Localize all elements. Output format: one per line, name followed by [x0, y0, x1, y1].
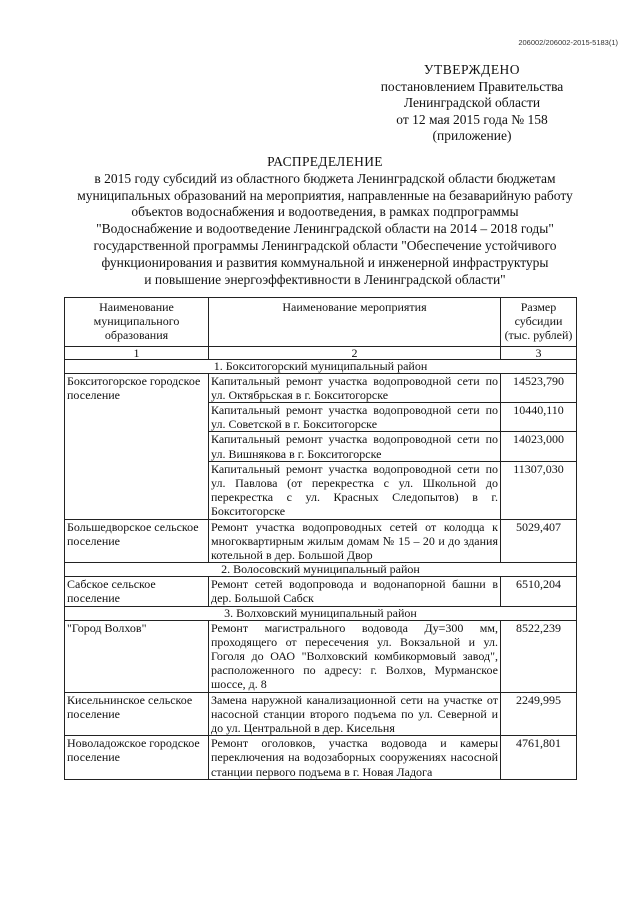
table-body [65, 346, 577, 779]
table-row [65, 373, 577, 402]
district-row [65, 359, 577, 373]
subsidy-amount: 4761,801 [501, 736, 577, 780]
table-header-row [65, 298, 577, 347]
measure-description: Капитальный ремонт участка водопроводной сети по ул. Октябрьская в г. Бокситогорске [209, 373, 501, 402]
subsidy-table [64, 297, 577, 780]
subsidy-amount: 8522,239 [501, 620, 577, 692]
column-number: 3 [501, 346, 577, 359]
subsidy-amount: 6510,204 [501, 577, 577, 606]
subsidy-amount: 11307,030 [501, 461, 577, 519]
subsidy-amount: 2249,995 [501, 692, 577, 736]
measure-description: Капитальный ремонт участка водопроводной сети по ул. Советской в г. Бокситогорске [209, 403, 501, 432]
document-title [60, 154, 590, 288]
subsidy-amount: 5029,407 [501, 519, 577, 563]
approved-line: (приложение) [432, 128, 512, 143]
district-name: 1. Бокситогорский муниципальный район [65, 359, 577, 373]
approved-line: Ленинградской области [403, 95, 541, 110]
approved-line: постановлением Правительства [380, 78, 564, 94]
header-amount: Размер субсидии (тыс. рублей) [501, 298, 577, 347]
subsidy-amount: 10440,110 [501, 403, 577, 432]
measure-description: Капитальный ремонт участка водопроводной сети по ул. Павлова (от перекрестка с ул. Школьной до перекрестка с ул. Красных Следопытов) в г. Бокситогорске [209, 461, 501, 519]
document-id: 206002/206002-2015-5183(1) [518, 38, 618, 47]
table-row [65, 519, 577, 563]
title-line: "Водоснабжение и водоотведение Ленинградской области на 2014 – 2018 годы" [96, 221, 554, 237]
title-line: объектов водоснабжения и водоотведения, в рамках подпрограммы [131, 204, 519, 220]
approved-line: от 12 мая 2015 года № 158 [396, 111, 548, 127]
table-row [65, 620, 577, 692]
municipality-name: Кисельнинское сельское поселение [65, 692, 209, 736]
header-municipality: Наименование муниципального образования [65, 298, 209, 347]
title-line: в 2015 году субсидий из областного бюджета Ленинградской области бюджетам [94, 170, 556, 186]
column-number-row [65, 346, 577, 359]
approved-heading: УТВЕРЖДЕНО [423, 62, 521, 77]
title-line: государственной программы Ленинградской области "Обеспечение устойчивого [93, 237, 557, 253]
title-heading: РАСПРЕДЕЛЕНИЕ [267, 154, 383, 169]
measure-description: Ремонт магистрального водовода Ду=300 мм, проходящего от пересечения ул. Вокзальной и ул. Гоголя до ОАО "Волховский комбикормовый завод", расположенного по адресу: г. Волхов, Мурманское шоссе, д. 8 [209, 620, 501, 692]
table-row [65, 577, 577, 606]
measure-description: Ремонт участка водопроводных сетей от колодца к многоквартирным жилым домам № 15 – 20 и до здания котельной в дер. Большой Двор [209, 519, 501, 563]
municipality-name: Большедворское сельское поселение [65, 519, 209, 563]
municipality-name: Новоладожское городское поселение [65, 736, 209, 780]
subsidy-amount: 14023,000 [501, 432, 577, 461]
title-line: муниципальных образований на мероприятия, направленные на безаварийную работу [77, 187, 573, 203]
subsidy-amount: 14523,790 [501, 373, 577, 402]
measure-description: Замена наружной канализационной сети на участке от насосной станции второго подъема по ул. Северной и до ул. Центральной в дер. Кисельня [209, 692, 501, 736]
municipality-name: Сабское сельское поселение [65, 577, 209, 606]
district-row [65, 563, 577, 577]
column-number: 1 [65, 346, 209, 359]
title-line: функционирования и развития коммунальной и инженерной инфраструктуры [101, 254, 549, 270]
measure-description: Ремонт оголовков, участка водовода и камеры переключения на водозаборных сооружениях насосной станции первого подъема в г. Новая Ладога [209, 736, 501, 780]
municipality-name: "Город Волхов" [65, 620, 209, 692]
table-row [65, 692, 577, 736]
approval-stamp [372, 62, 572, 145]
title-line: и повышение энергоэффективности в Ленинградской области" [144, 271, 506, 287]
column-number: 2 [209, 346, 501, 359]
district-row [65, 606, 577, 620]
measure-description: Капитальный ремонт участка водопроводной сети по ул. Вишнякова в г. Бокситогорске [209, 432, 501, 461]
measure-description: Ремонт сетей водопровода и водонапорной башни в дер. Большой Сабск [209, 577, 501, 606]
municipality-name: Бокситогорское городское поселение [65, 373, 209, 519]
district-name: 3. Волховский муниципальный район [65, 606, 577, 620]
header-measure: Наименование мероприятия [209, 298, 501, 347]
district-name: 2. Волосовский муниципальный район [65, 563, 577, 577]
table-row [65, 736, 577, 780]
